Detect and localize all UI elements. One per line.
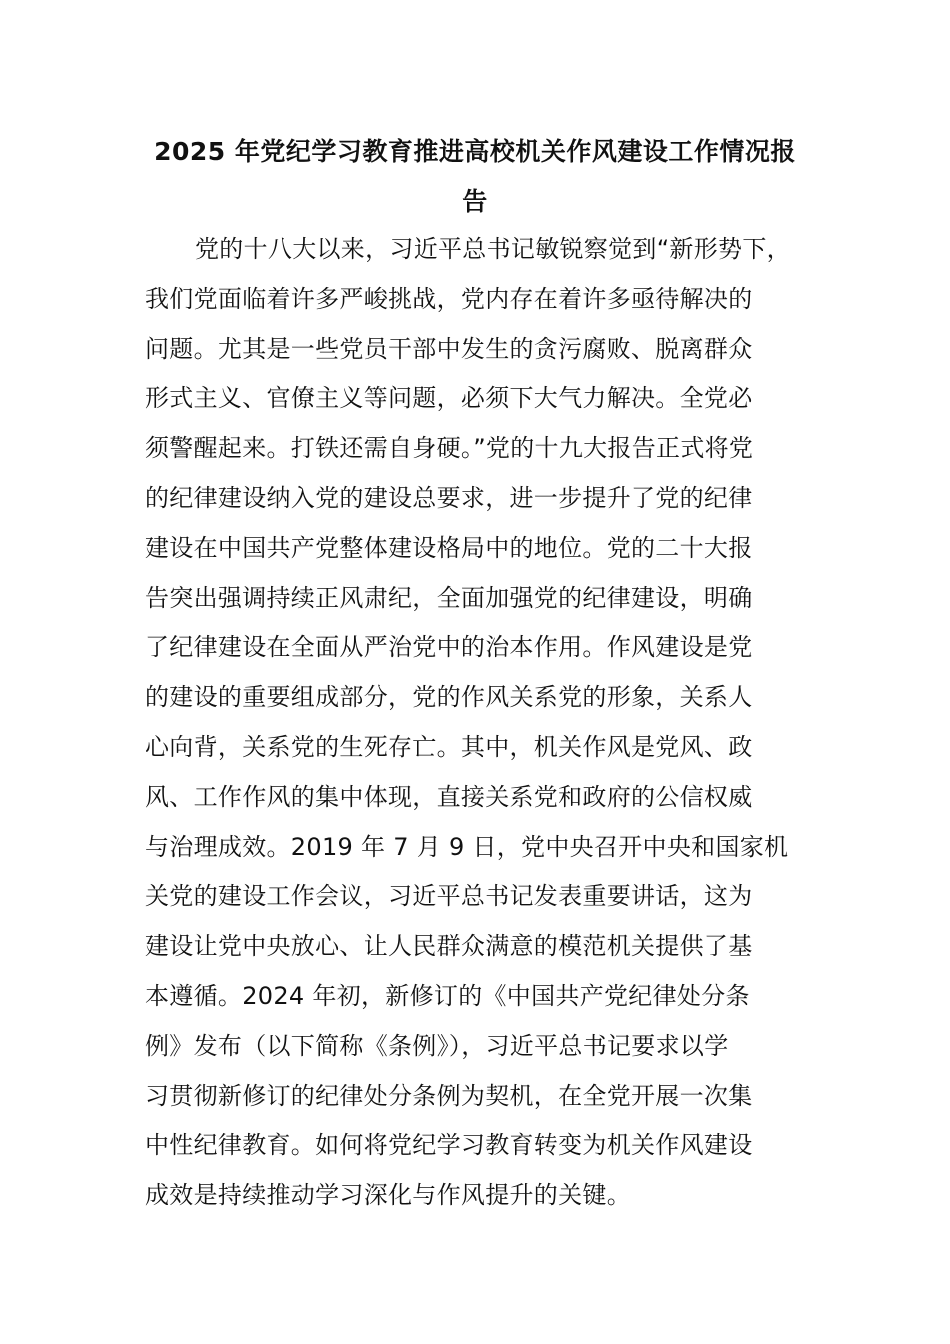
paragraph-line: 了纪律建设在全面从严治党中的治本作用。作风建设是党 xyxy=(145,633,753,662)
paragraph-line: 中性纪律教育。如何将党纪学习教育转变为机关作风建设 xyxy=(145,1131,753,1160)
paragraph-line: 风、工作作风的集中体现，直接关系党和政府的公信权威 xyxy=(145,782,753,811)
paragraph-line: 与治理成效。2019 年 7 月 9 日，党中央召开中央和国家机 xyxy=(145,832,789,861)
paragraph-line: 本遵循。2024 年初，新修订的《中国共产党纪律处分条 xyxy=(145,981,750,1010)
paragraph-line: 的建设的重要组成部分，党的作风关系党的形象，关系人 xyxy=(145,683,753,712)
paragraph-line: 例》发布（以下简称《条例》），习近平总书记要求以学 xyxy=(145,1031,729,1060)
paragraph-line: 习贯彻新修订的纪律处分条例为契机，在全党开展一次集 xyxy=(145,1081,753,1110)
paragraph-line: 告突出强调持续正风肃纪，全面加强党的纪律建设，明确 xyxy=(145,583,753,612)
paragraph-line: 须警醒起来。打铁还需自身硬。”党的十九大报告正式将党 xyxy=(145,434,754,463)
paragraph-line: 党的十八大以来，习近平总书记敏锐察觉到“新形势下， xyxy=(195,235,791,263)
document-title-line-2: 告 xyxy=(462,187,488,216)
paragraph-line: 的纪律建设纳入党的建设总要求，进一步提升了党的纪律 xyxy=(145,483,753,512)
paragraph-line: 关党的建设工作会议，习近平总书记发表重要讲话，这为 xyxy=(145,882,753,911)
paragraph-line: 建设在中国共产党整体建设格局中的地位。党的二十大报 xyxy=(145,533,753,562)
paragraph-line: 成效是持续推动学习深化与作风提升的关键。 xyxy=(145,1181,631,1210)
paragraph-line: 形式主义、官僚主义等问题，必须下大气力解决。全党必 xyxy=(145,384,753,413)
paragraph-line: 建设让党中央放心、让人民群众满意的模范机关提供了基 xyxy=(145,932,753,961)
document-title-line-1: 2025 年党纪学习教育推进高校机关作风建设工作情况报 xyxy=(154,137,796,166)
body-paragraph xyxy=(145,225,835,1221)
paragraph-line: 问题。尤其是一些党员干部中发生的贪污腐败、脱离群众 xyxy=(145,334,753,363)
paragraph-line: 心向背，关系党的生死存亡。其中，机关作风是党风、政 xyxy=(145,732,753,761)
paragraph-line: 我们党面临着许多严峻挑战，党内存在着许多亟待解决的 xyxy=(145,284,753,313)
